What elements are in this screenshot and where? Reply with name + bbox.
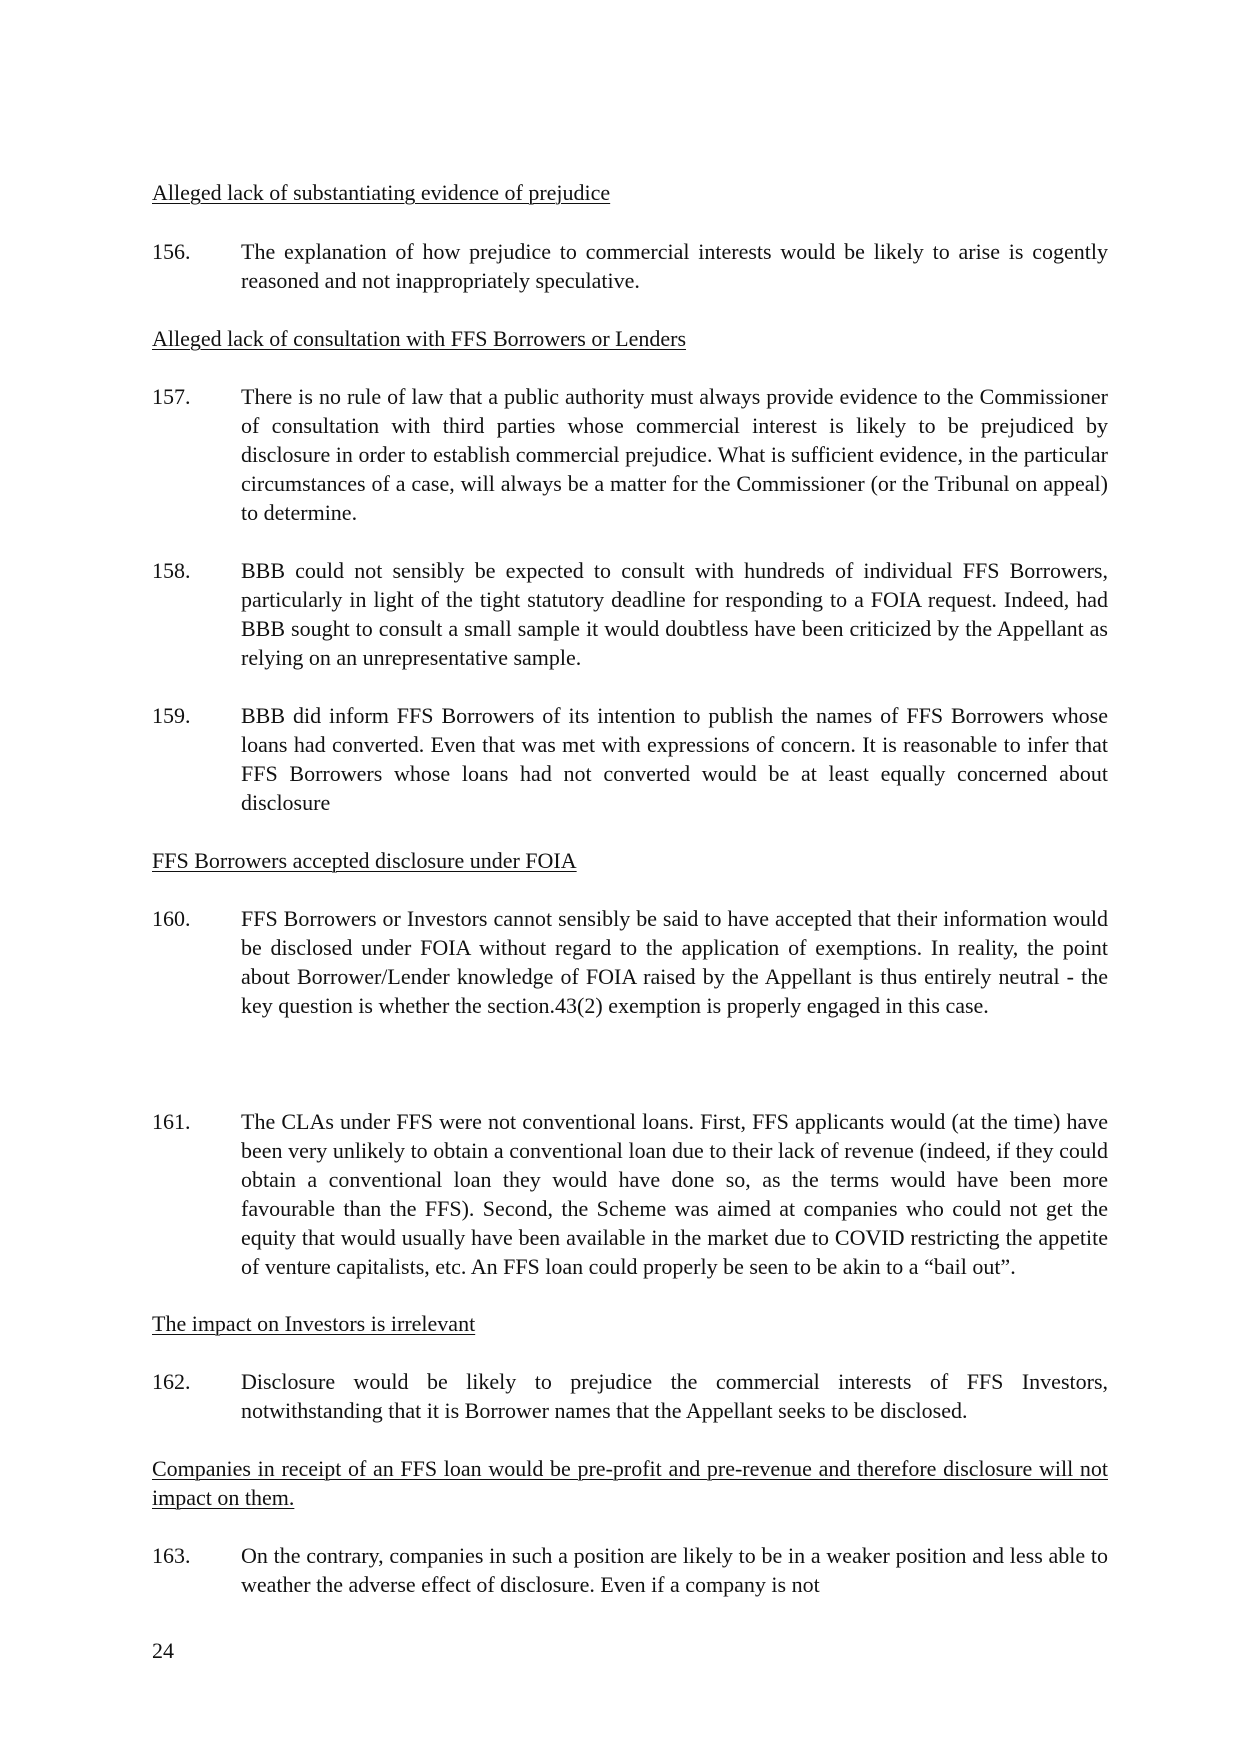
section-heading: FFS Borrowers accepted disclosure under FOIA xyxy=(152,848,577,873)
paragraph-text: On the contrary, companies in such a position are likely to be in a weaker position and less able to weather the adverse effect of disclosure. Even if a company is not xyxy=(241,1543,1108,1597)
section-heading: Companies in receipt of an FFS loan would be pre-profit and pre-revenue and therefore disclosure will not impact on them. xyxy=(152,1456,1108,1510)
section-heading: The impact on Investors is irrelevant xyxy=(152,1311,476,1336)
paragraph-text: The explanation of how prejudice to commercial interests would be likely to arise is cogently reasoned and not inappropriately speculative. xyxy=(241,239,1108,293)
paragraph-text: There is no rule of law that a public authority must always provide evidence to the Commissioner of consultation with third parties whose commercial interest is likely to be prejudiced by disclosure in order to establish commercial prejudice. What is sufficient evidence, in the particular circumstances of a case, will always be a matter for the Commissioner (or the Tribunal on appeal) to determine. xyxy=(241,384,1108,525)
paragraph-text: Disclosure would be likely to prejudice the commercial interests of FFS Investors, notwithstanding that it is Borrower names that the Appellant seeks to be disclosed. xyxy=(241,1369,1108,1423)
section-heading: Alleged lack of consultation with FFS Borrowers or Lenders xyxy=(152,326,687,351)
paragraph-number: 163. xyxy=(152,1543,191,1568)
paragraph-number: 160. xyxy=(152,906,191,931)
page-number: 24 xyxy=(152,1638,174,1663)
paragraph-text: BBB did inform FFS Borrowers of its intention to publish the names of FFS Borrowers whose loans had converted. Even that was met with expressions of concern. It is reasonable to infer that FFS Borrowers whose loans had not converted would be at least equally concerned about disclosure xyxy=(241,703,1108,815)
paragraph-157 xyxy=(152,382,1108,527)
section-heading: Alleged lack of substantiating evidence of prejudice xyxy=(152,180,611,205)
paragraph-159 xyxy=(152,701,1108,817)
paragraph-text: FFS Borrowers or Investors cannot sensibly be said to have accepted that their information would be disclosed under FOIA without regard to the application of exemptions. In reality, the point about Borrower/Lender knowledge of FOIA raised by the Appellant is thus entirely neutral - the key question is whether the section.43(2) exemption is properly engaged in this case. xyxy=(241,906,1108,1018)
paragraph-163 xyxy=(152,1541,1108,1599)
paragraph-number: 161. xyxy=(152,1109,191,1134)
paragraph-number: 162. xyxy=(152,1369,191,1394)
paragraph-number: 156. xyxy=(152,239,191,264)
paragraph-text: BBB could not sensibly be expected to consult with hundreds of individual FFS Borrowers, particularly in light of the tight statutory deadline for responding to a FOIA request. Indeed, had BBB sought to consult a small sample it would doubtless have been criticized by the Appellant as relying on an unrepresentative sample. xyxy=(241,558,1108,670)
paragraph-161 xyxy=(152,1107,1108,1281)
paragraph-158 xyxy=(152,556,1108,672)
paragraph-156 xyxy=(152,237,1108,295)
paragraph-number: 158. xyxy=(152,558,191,583)
paragraph-text: The CLAs under FFS were not conventional loans. First, FFS applicants would (at the time) have been very unlikely to obtain a conventional loan due to their lack of revenue (indeed, if they could obtain a conventional loan they would have done so, as the terms would have been more favourable than the FFS). Second, the Scheme was aimed at companies who could not get the equity that would usually have been available in the market due to COVID restricting the appetite of venture capitalists, etc. An FFS loan could properly be seen to be akin to a “bail out”. xyxy=(241,1109,1108,1279)
paragraph-number: 159. xyxy=(152,703,191,728)
paragraph-162 xyxy=(152,1367,1108,1425)
paragraph-number: 157. xyxy=(152,384,191,409)
paragraph-160 xyxy=(152,904,1108,1020)
